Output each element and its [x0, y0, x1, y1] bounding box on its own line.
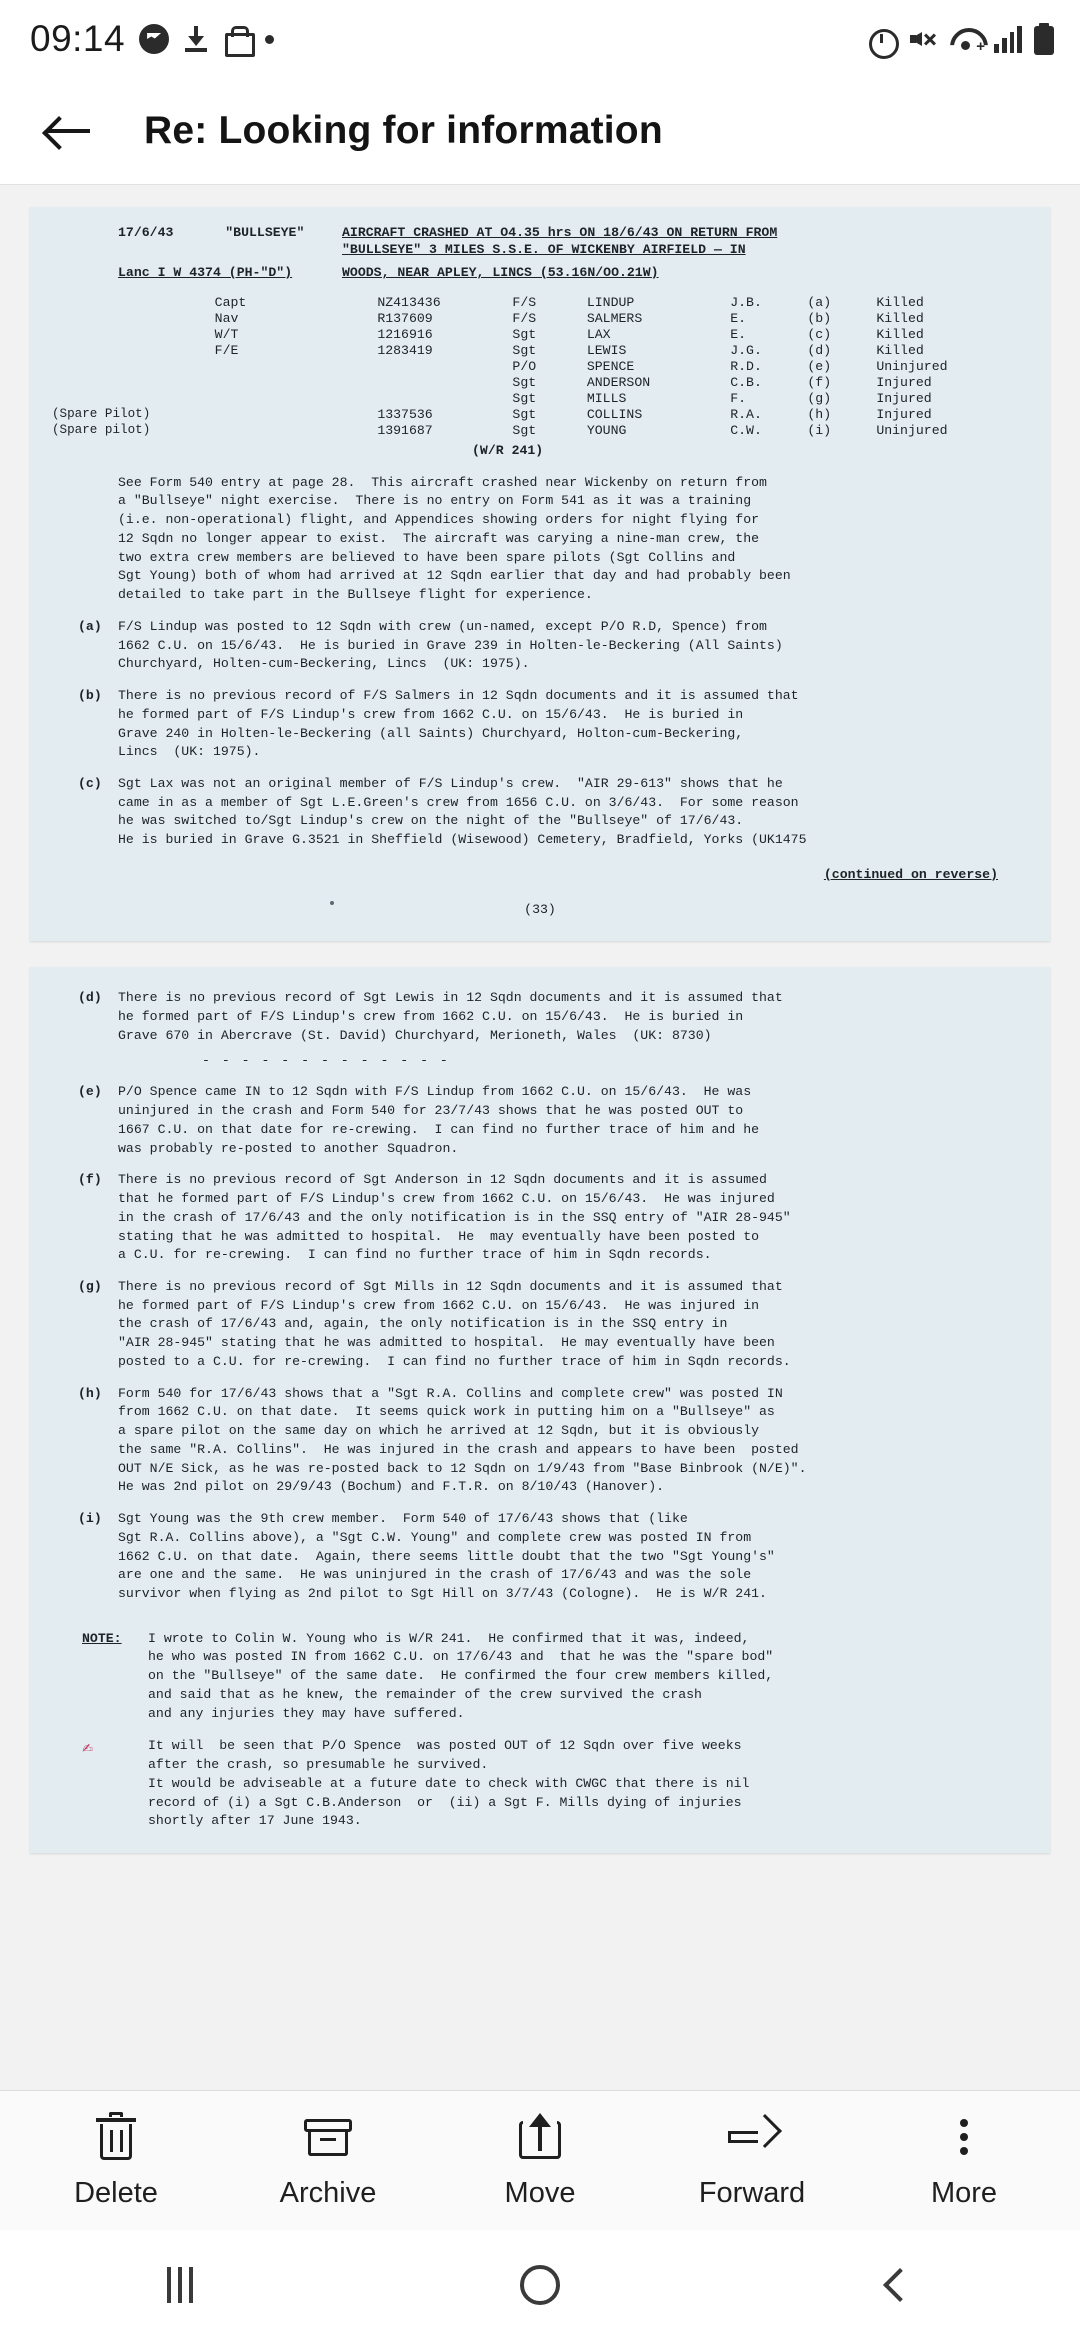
attachment-page-1[interactable]	[30, 207, 1050, 941]
message-action-bar	[0, 2090, 1080, 2230]
note-text: There is no previous record of Sgt Lewis in 12 Sqdn documents and it is assumed that he formed part of F/S Lindup's crew from 1662 C.U. on 15/6/43. He is buried in Grave 670 in Abercrave (St. David) Churchyard, Merioneth, Wales (UK: 8730)	[118, 990, 783, 1043]
note-text: Sgt Young was the 9th crew member. Form 540 of 17/6/43 shows that (like Sgt R.A. Collins above), a "Sgt C.W. Young" and complete crew was posted IN from 1662 C.U. on that date. Again, there seems little doubt that the two "Sgt Young's" are one and the same. He was uninjured in the crash of 17/6/43 and was the sole survivor when flying as 2nd pilot to Sgt Hill on 3/7/43 (Cologne). He is W/R 241.	[118, 1511, 775, 1601]
doc-note-f	[52, 1171, 1028, 1265]
crew-fate: Killed	[876, 342, 924, 358]
crew-ref: (e)	[807, 358, 832, 374]
crew-number	[377, 374, 512, 390]
crew-spare	[52, 326, 215, 342]
crew-role: Capt	[214, 294, 247, 310]
crew-ref: (h)	[807, 406, 832, 422]
doc-note-b	[52, 687, 1028, 762]
home-button[interactable]	[465, 2230, 615, 2340]
overflow-menu-icon	[938, 2111, 990, 2163]
crew-initials: F.	[730, 390, 747, 406]
doc-intro-paragraph: See Form 540 entry at page 28. This aircraft crashed near Wickenby on return from a "Bullseye" night exercise. There is no entry on Form 541 as it was a training (i.e. non-operational) flight, and Appendices showing orders for night flying for 12 Sqdn no longer appear to exist. The aircraft was carying a nine-man crew, the two extra crew members are believed to have been spare pilots (Sgt Collins and Sgt Young) both of whom had arrived at 12 Sqdn earlier that day and had probably been detailed to take part in the Bullseye flight for experience.	[118, 474, 791, 603]
crew-table	[52, 294, 1028, 438]
note-letter: (e)	[78, 1084, 102, 1100]
messenger-icon	[139, 24, 169, 54]
divider-dashes: - - - - - - - - - - - - -	[202, 1052, 450, 1068]
table-row	[52, 358, 1028, 374]
crew-rank: F/S	[512, 310, 537, 326]
crew-role	[215, 358, 378, 374]
doc-header-row-2	[52, 242, 1028, 257]
status-clock: 09:14	[30, 18, 126, 59]
crew-name: ANDERSON	[586, 374, 651, 390]
note-body: I wrote to Colin W. Young who is W/R 241. He confirmed that it was, indeed, he who was posted IN from 1662 C.U. on 17/6/43 and that he was the "spare bod" on the "Bullseye" of the same date. He confirmed the four crew members killed, and said that as he knew, the remainder of the crew survived the crash and any injuries they may have suffered.	[148, 1630, 774, 1721]
system-navigation-bar	[0, 2230, 1080, 2340]
crew-initials: E.	[730, 310, 747, 326]
volume-mute-icon	[908, 24, 938, 54]
note-letter: (f)	[78, 1172, 102, 1188]
crew-number: 1337536	[377, 406, 433, 422]
crew-number	[377, 390, 512, 406]
crew-spare	[52, 342, 215, 358]
crew-initials: J.B.	[730, 294, 762, 310]
doc-crash-line-3: WOODS, NEAR APLEY, LINCS (53.16N/OO.21W)	[342, 265, 659, 280]
doc-note-block	[52, 1630, 1028, 1724]
crew-spare: (Spare pilot)	[52, 422, 151, 437]
trash-icon	[90, 2111, 142, 2163]
note-text: There is no previous record of Sgt Mills in 12 Sqdn documents and it is assumed that he formed part of F/S Lindup's crew from 1662 C.U. on 15/6/43. He was injured in the crash of 17/6/43 and, again, the only notification is in the SSQ entry in "AIR 28-945" stating that he was admitted to hospital. He may eventually have been posted to a C.U. for re-crewing. I can find no further trace of him in Sqdn records.	[118, 1278, 791, 1369]
crew-rank: F/S	[512, 294, 537, 310]
wifi-icon: +	[950, 25, 982, 53]
crew-name: SPENCE	[586, 358, 635, 374]
note-text: F/S Lindup was posted to 12 Sqdn with crew (un-named, except P/O R.D, Spence) from 1662 C.U. on 15/6/43. He is buried in Grave 239 in Holten-le-Beckering (All Saints) Churchyard, Holten-cum-Beckering, Lincs (UK: 1975).	[118, 618, 783, 672]
crew-ref: (c)	[807, 326, 832, 342]
doc-date: 17/6/43	[118, 225, 174, 240]
crew-name: LAX	[586, 326, 611, 342]
crew-name: SALMERS	[586, 310, 643, 326]
crew-number: NZ413436	[377, 294, 441, 310]
delete-label: Delete	[74, 2177, 158, 2209]
doc-operation: "BULLSEYE"	[225, 225, 305, 240]
handwritten-mark-icon: ✍	[82, 1739, 93, 1760]
forward-label: Forward	[698, 2177, 806, 2209]
crew-role	[215, 406, 378, 422]
home-icon	[520, 2265, 560, 2305]
crew-name: YOUNG	[586, 422, 627, 438]
crew-initials: C.W.	[730, 422, 762, 438]
crew-fate: Injured	[876, 406, 932, 422]
doc-page-number: (33)	[524, 901, 556, 917]
crew-name: LINDUP	[586, 294, 635, 310]
crew-number: 1283419	[377, 342, 433, 358]
crew-rank: Sgt	[512, 342, 537, 358]
note-letter: (g)	[78, 1278, 102, 1294]
crew-fate: Killed	[876, 310, 924, 326]
note-letter: (d)	[78, 990, 102, 1006]
crew-number: 1391687	[377, 422, 433, 438]
back-arrow-icon	[46, 113, 90, 149]
table-row	[52, 422, 1028, 438]
note-letter: (b)	[78, 688, 102, 704]
crew-rank: Sgt	[512, 390, 537, 406]
crew-fate: Uninjured	[876, 358, 948, 374]
crew-role	[215, 390, 378, 406]
crew-number: 1216916	[377, 326, 433, 342]
doc-crash-line-2: "BULLSEYE" 3 MILES S.S.E. OF WICKENBY AIRFIELD — IN	[342, 242, 746, 257]
crew-ref: (a)	[807, 294, 832, 310]
app-bar	[0, 78, 1080, 184]
crew-rank: Sgt	[512, 374, 537, 390]
crew-number: R137609	[377, 310, 433, 326]
crew-fate: Uninjured	[876, 422, 948, 438]
crew-spare: (Spare Pilot)	[52, 406, 151, 421]
note-text: P/O Spence came IN to 12 Sqdn with F/S Lindup from 1662 C.U. on 15/6/43. He was uninjured in the crash and Form 540 for 23/7/43 shows that he was posted OUT to 1667 C.U. on that date for re-crewing. I can find no further trace of him and he was probably re-posted to another Squadron.	[118, 1084, 760, 1156]
doc-header-row-1	[52, 225, 1028, 240]
note-letter: (i)	[78, 1511, 102, 1527]
note-text: There is no previous record of F/S Salmers in 12 Sqdn documents and it is assumed that he formed part of F/S Lindup's crew from 1662 C.U. on 15/6/43. He is buried in Grave 240 in Holten-le-Beckering (all Saints) Churchyard, Holton-cum-Beckering, Lincs (UK: 1975).	[118, 688, 799, 760]
move-button[interactable]	[445, 2110, 635, 2211]
forward-arrow-icon	[726, 2111, 778, 2163]
recents-button[interactable]	[105, 2230, 255, 2340]
doc-note-g	[52, 1278, 1028, 1372]
back-button[interactable]	[26, 89, 110, 173]
page-title: Re: Looking for information	[144, 109, 663, 152]
crew-number	[377, 358, 512, 374]
system-back-button[interactable]	[825, 2230, 975, 2340]
table-row	[52, 374, 1028, 390]
archive-button[interactable]	[233, 2110, 423, 2211]
crew-ref: (d)	[807, 342, 832, 358]
note-letter: (h)	[78, 1385, 102, 1401]
status-bar-right	[866, 23, 1054, 55]
crew-rank: P/O	[512, 358, 537, 374]
archive-label: Archive	[279, 2177, 377, 2209]
crew-initials: R.A.	[730, 406, 762, 422]
doc-note-c	[52, 775, 1028, 850]
archive-icon	[302, 2111, 354, 2163]
crew-ref: (g)	[807, 390, 832, 406]
delete-button[interactable]	[21, 2110, 211, 2211]
crew-spare	[52, 294, 215, 310]
table-row	[52, 310, 1028, 326]
move-to-folder-icon	[514, 2111, 566, 2163]
doc-note-block-2	[52, 1737, 1028, 1831]
doc-crash-line-1: AIRCRAFT CRASHED AT O4.35 hrs ON 18/6/43 ON RETURN FROM	[342, 225, 778, 240]
crew-ref: (b)	[807, 310, 832, 326]
doc-note-e	[52, 1083, 1028, 1158]
download-icon	[183, 24, 209, 54]
note-text: There is no previous record of Sgt Anderson in 12 Sqdn documents and it is assumed that he formed part of F/S Lindup's crew from 1662 C.U. on 15/6/43. He was injured in the crash of 17/6/43 and the only notification is in the SSQ entry of "AIR 28-945" stating that he was admitted to hospital. He may eventually have been posted to a C.U. for re-crewing. I can find no further trace of him in Sqdn records.	[118, 1172, 791, 1263]
doc-note-d	[52, 989, 1028, 1045]
crew-initials: J.G.	[730, 342, 762, 358]
alarm-icon	[866, 24, 896, 54]
crew-role: W/T	[214, 326, 239, 342]
crew-name: MILLS	[586, 390, 627, 406]
note-letter: (c)	[78, 776, 102, 792]
move-label: Move	[504, 2177, 576, 2209]
shopping-bag-icon	[223, 25, 251, 53]
crew-fate: Killed	[876, 294, 924, 310]
crew-ref: (i)	[807, 422, 832, 438]
attachment-page-2[interactable]	[30, 967, 1050, 1853]
crew-spare	[52, 374, 215, 390]
crew-initials: R.D.	[730, 358, 762, 374]
doc-note-a	[52, 618, 1028, 674]
crew-role	[215, 422, 378, 438]
crew-spare	[52, 390, 215, 406]
more-button[interactable]	[869, 2110, 1059, 2211]
signal-icon	[994, 25, 1022, 53]
battery-icon	[1034, 23, 1054, 55]
crew-rank: Sgt	[512, 422, 537, 438]
message-body-scroll[interactable]	[0, 184, 1080, 2090]
table-row	[52, 326, 1028, 342]
crew-fate: Killed	[876, 326, 924, 342]
crew-ref: (f)	[807, 374, 832, 390]
note-text: Form 540 for 17/6/43 shows that a "Sgt R.A. Collins and complete crew" was posted IN from 1662 C.U. on that date. It seems quick work in putting him on a "Bullseye" as a spare pilot on the same day on which he arrived at 12 Sqdn, but it is obviously the same "R.A. Collins". He was injured in the crash and appears to have been posted OUT N/E Sick, as he was re-posted back to 12 Sqdn on 1/9/43 from "Base Binbrook (N/E)". He was 2nd pilot on 29/9/43 (Bochum) and F.T.R. on 8/10/43 (Hanover).	[118, 1385, 807, 1495]
doc-aircraft: Lanc I W 4374 (PH-"D")	[118, 265, 293, 280]
status-bar-left	[30, 18, 274, 60]
dot-indicator-icon	[265, 35, 274, 44]
doc-header-row-3	[52, 265, 1028, 280]
recents-icon	[167, 2267, 193, 2303]
table-row	[52, 406, 1028, 422]
crew-fate: Injured	[876, 390, 932, 406]
crew-rank: Sgt	[512, 326, 537, 342]
crew-initials: E.	[730, 326, 747, 342]
status-bar	[0, 0, 1080, 78]
crew-role: Nav	[214, 310, 239, 326]
continued-on-reverse: (continued on reverse)	[823, 866, 998, 882]
table-row	[52, 390, 1028, 406]
forward-button[interactable]	[657, 2110, 847, 2211]
crew-rank: Sgt	[512, 406, 537, 422]
more-label: More	[930, 2177, 998, 2209]
crew-role	[215, 374, 378, 390]
crew-name: COLLINS	[586, 406, 643, 422]
doc-note-i	[52, 1510, 1028, 1604]
table-row	[52, 342, 1028, 358]
casualty-reference: (W/R 241)	[472, 443, 544, 458]
crew-spare	[52, 358, 215, 374]
note-body-2: It will be seen that P/O Spence was posted OUT of 12 Sqdn over five weeks after the crash, so presumable he survived. It would be adviseable at a future date to check with CWGC that there is nil record of (i) a Sgt C.B.Anderson or (ii) a Sgt F. Mills dying of injuries shortly after 17 June 1943.	[148, 1738, 750, 1829]
note-letter: (a)	[78, 618, 102, 634]
crew-spare	[52, 310, 215, 326]
crew-fate: Injured	[876, 374, 932, 390]
note-label: NOTE:	[82, 1630, 122, 1646]
note-text: Sgt Lax was not an original member of F/S Lindup's crew. "AIR 29-613" shows that he came in as a member of Sgt L.E.Green's crew from 1656 C.U. on 3/6/43. For some reason he was switched to/Sgt Lindup's crew on the night of the "Bullseye" of 17/6/43. He is buried in Grave G.3521 in Sheffield (Wisewood) Cemetery, Bradfield, Yorks (UK1475	[118, 776, 807, 848]
doc-note-h	[52, 1385, 1028, 1497]
crew-role: F/E	[214, 342, 239, 358]
back-icon	[883, 2268, 917, 2302]
crew-initials: C.B.	[730, 374, 762, 390]
crew-name: LEWIS	[586, 342, 627, 358]
table-row	[52, 294, 1028, 310]
